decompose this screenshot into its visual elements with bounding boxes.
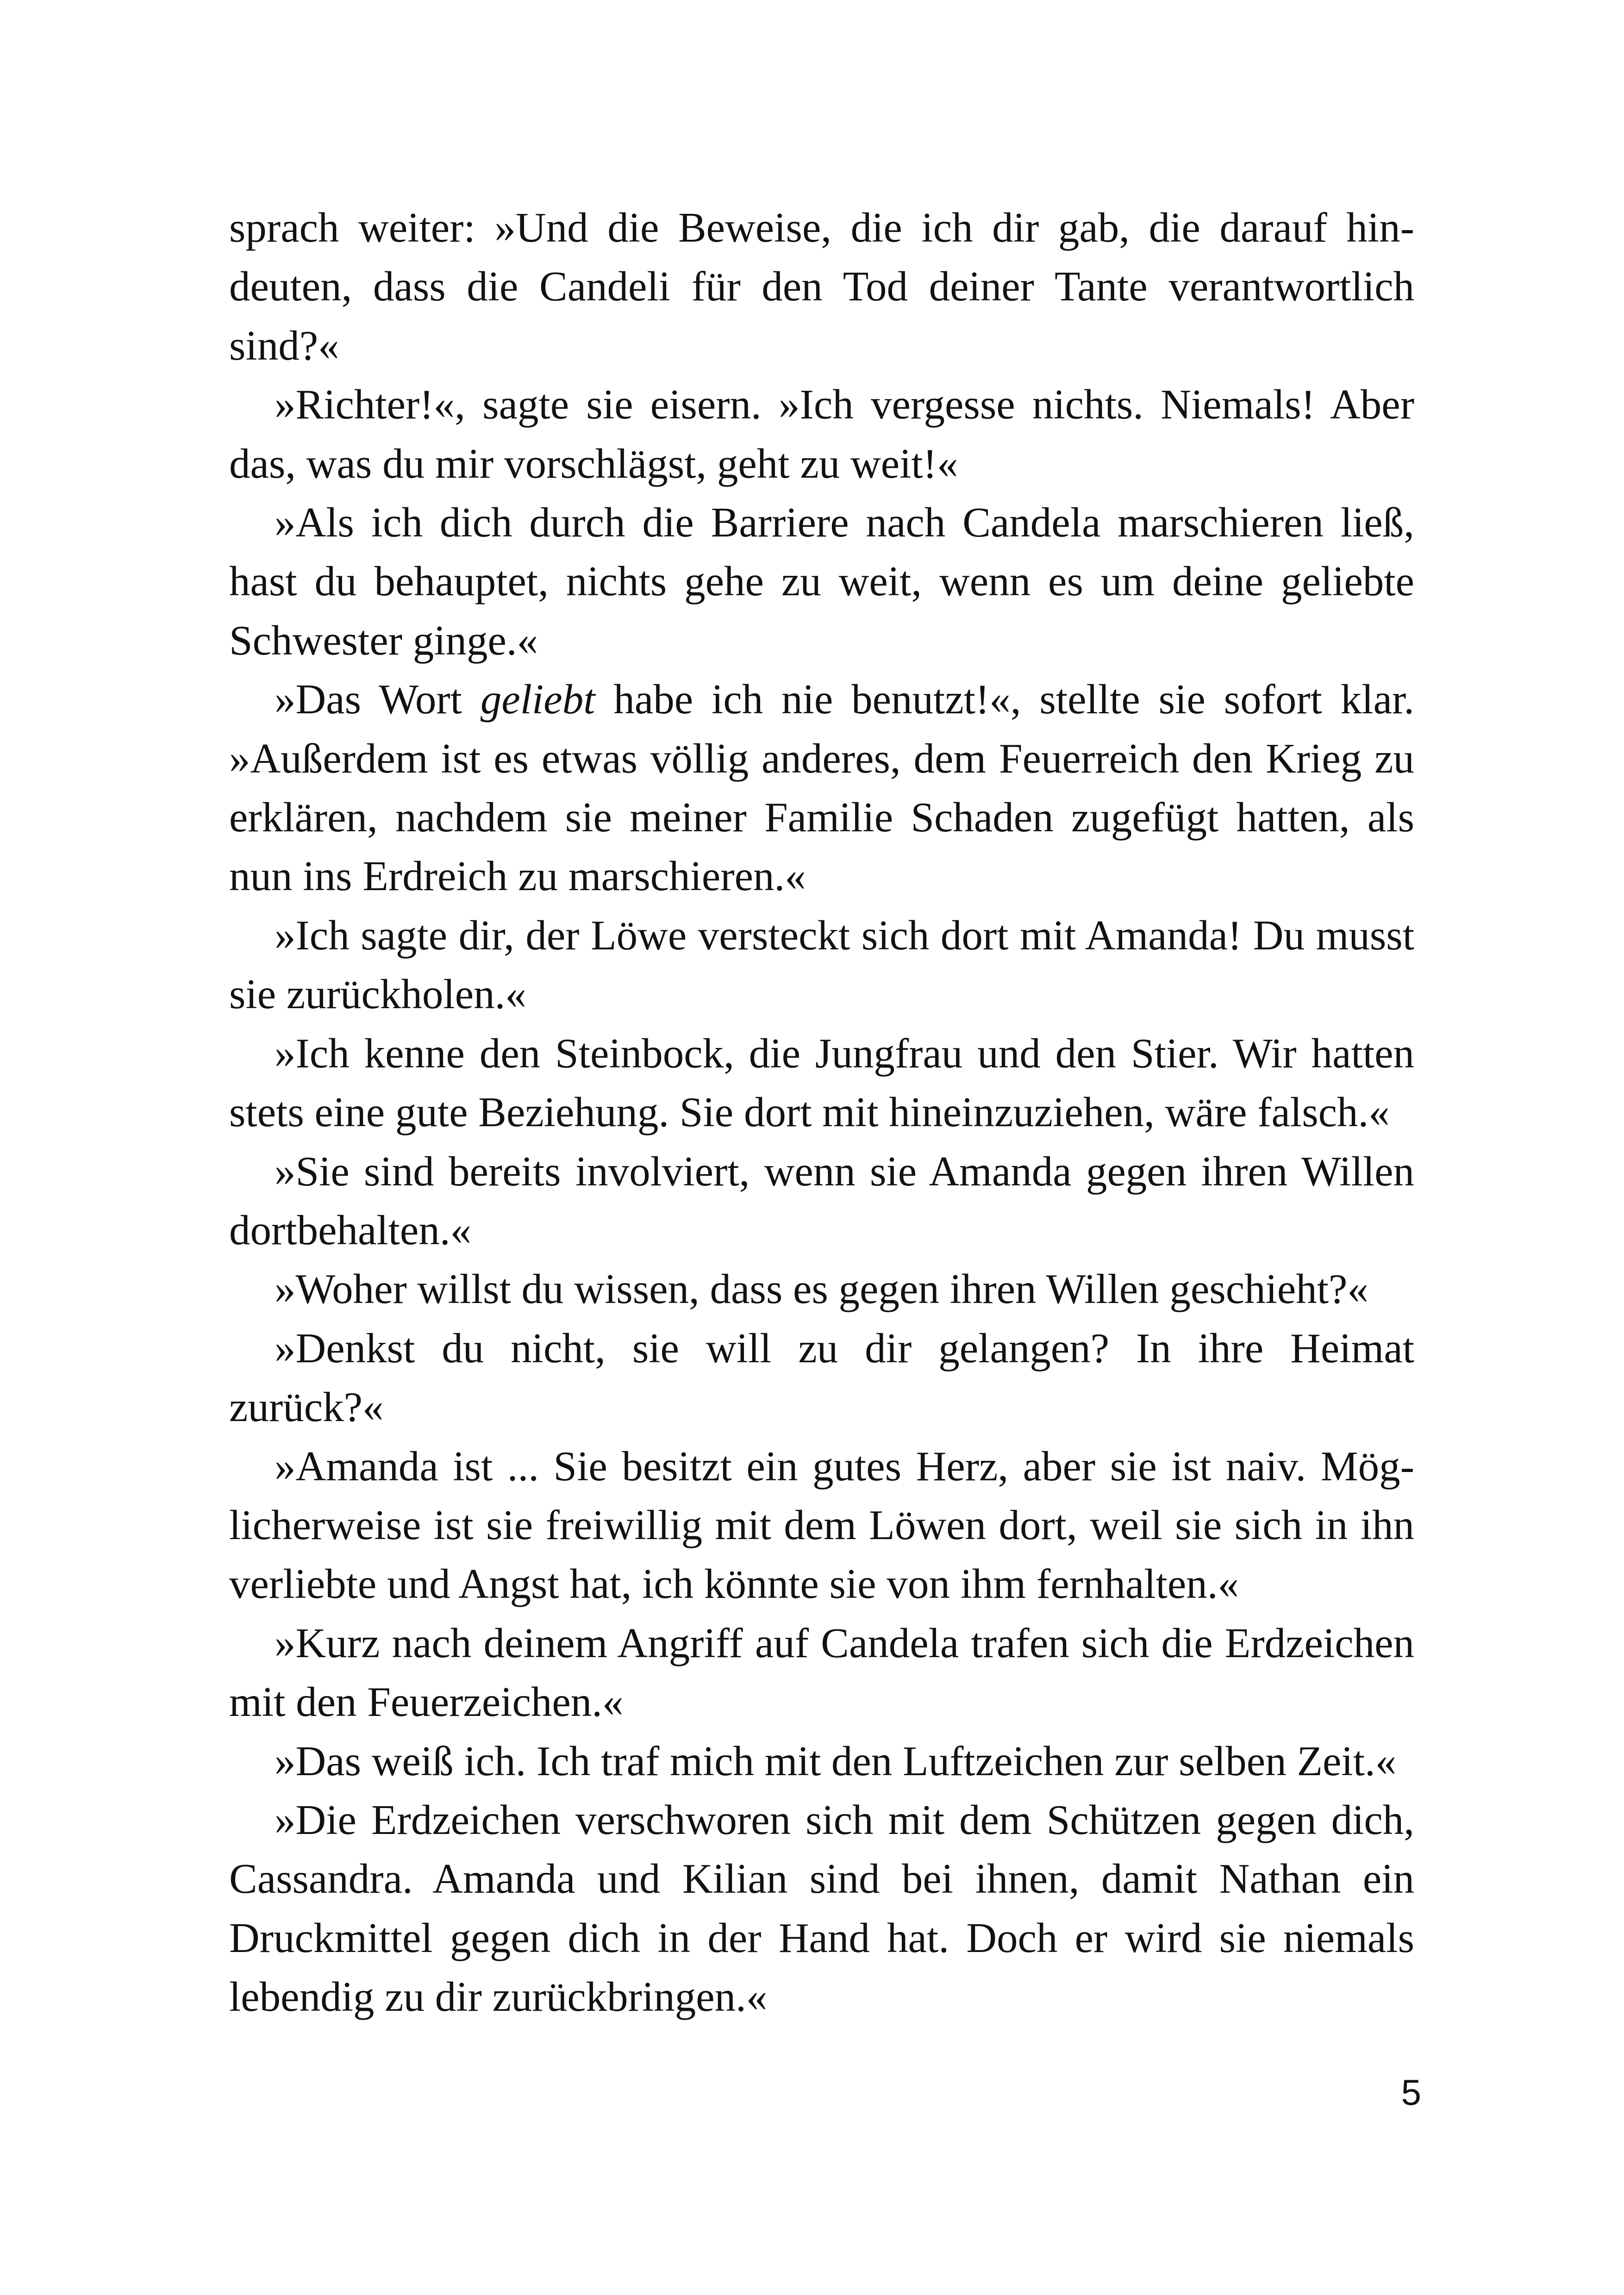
paragraph: [229, 1319, 1414, 1437]
paragraph: [229, 1024, 1414, 1142]
paragraph: [229, 1142, 1414, 1260]
page-number: 5: [1401, 2072, 1421, 2113]
paragraph: [229, 1614, 1414, 1732]
paragraph-text: »Sie sind bereits involviert, wenn sie Amanda gegen ihren Willen dortbehalten.«: [229, 1148, 1414, 1254]
paragraph: [229, 198, 1414, 375]
paragraph-text: »Kurz nach deinem Angriff auf Candela trafen sich die Erdzeichen mit den Feuerzeichen.«: [229, 1619, 1414, 1726]
body-text: [229, 198, 1414, 2027]
paragraph-text: sprach weiter: »Und die Beweise, die ich dir gab, die darauf hindeuten, dass die Candeli für den Tod deiner Tante verantwortlich sind?«: [229, 204, 1414, 369]
paragraph: [229, 1260, 1414, 1318]
paragraph: [229, 375, 1414, 493]
paragraph: [229, 1732, 1414, 1790]
paragraph-text: »Ich sagte dir, der Löwe versteckt sich dort mit Amanda! Du musst sie zurückholen.«: [229, 911, 1414, 1018]
paragraph-text: »Richter!«, sagte sie eisern. »Ich vergesse nichts. Niemals! Aber das, was du mir vorschlägst, geht zu weit!«: [229, 381, 1414, 487]
paragraph-text: habe ich nie benutzt!«, stellte sie sofort klar. »Außerdem ist es etwas völlig anderes, dem Feuerreich den Krieg zu erklären, nachdem sie meiner Familie Schaden zugefügt hatten, als nun ins Erdreich zu marschieren.«: [229, 676, 1414, 900]
paragraph: [229, 906, 1414, 1024]
paragraph-text: »Ich kenne den Steinbock, die Jungfrau und den Stier. Wir hatten stets eine gute Beziehung. Sie dort mit hineinzuziehen, wäre falsch.«: [229, 1029, 1414, 1136]
paragraph-text: »Das Wort: [275, 676, 481, 723]
paragraph-text: »Die Erdzeichen verschworen sich mit dem Schützen gegen dich, Cassandra. Amanda und Kilian sind bei ihnen, damit Nathan ein Druckmittel gegen dich in der Hand hat. Doch er wird sie niemals lebendig zu dir zurückbringen.«: [229, 1796, 1414, 2021]
italic-text: geliebt: [480, 676, 595, 723]
paragraph-text: »Denkst du nicht, sie will zu dir gelangen? In ihre Heimat zurück?«: [229, 1324, 1414, 1431]
paragraph: [229, 1437, 1414, 1614]
paragraph-text: »Woher willst du wissen, dass es gegen ihren Willen geschieht?«: [275, 1266, 1368, 1313]
paragraph: [229, 493, 1414, 670]
paragraph: [229, 670, 1414, 906]
paragraph-text: »Das weiß ich. Ich traf mich mit den Luftzeichen zur selben Zeit.«: [275, 1737, 1397, 1784]
paragraph: [229, 1790, 1414, 2027]
paragraph-text: »Als ich dich durch die Barriere nach Candela marschieren ließ, hast du behauptet, nichts gehe zu weit, wenn es um deine geliebte Schwester ginge.«: [229, 499, 1414, 664]
paragraph-text: »Amanda ist ... Sie besitzt ein gutes Herz, aber sie ist naiv. Möglicherweise ist sie freiwillig mit dem Löwen dort, weil sie sich in ihn verliebte und Angst hat, ich könnte sie von ihm fernhalten.«: [229, 1442, 1414, 1608]
